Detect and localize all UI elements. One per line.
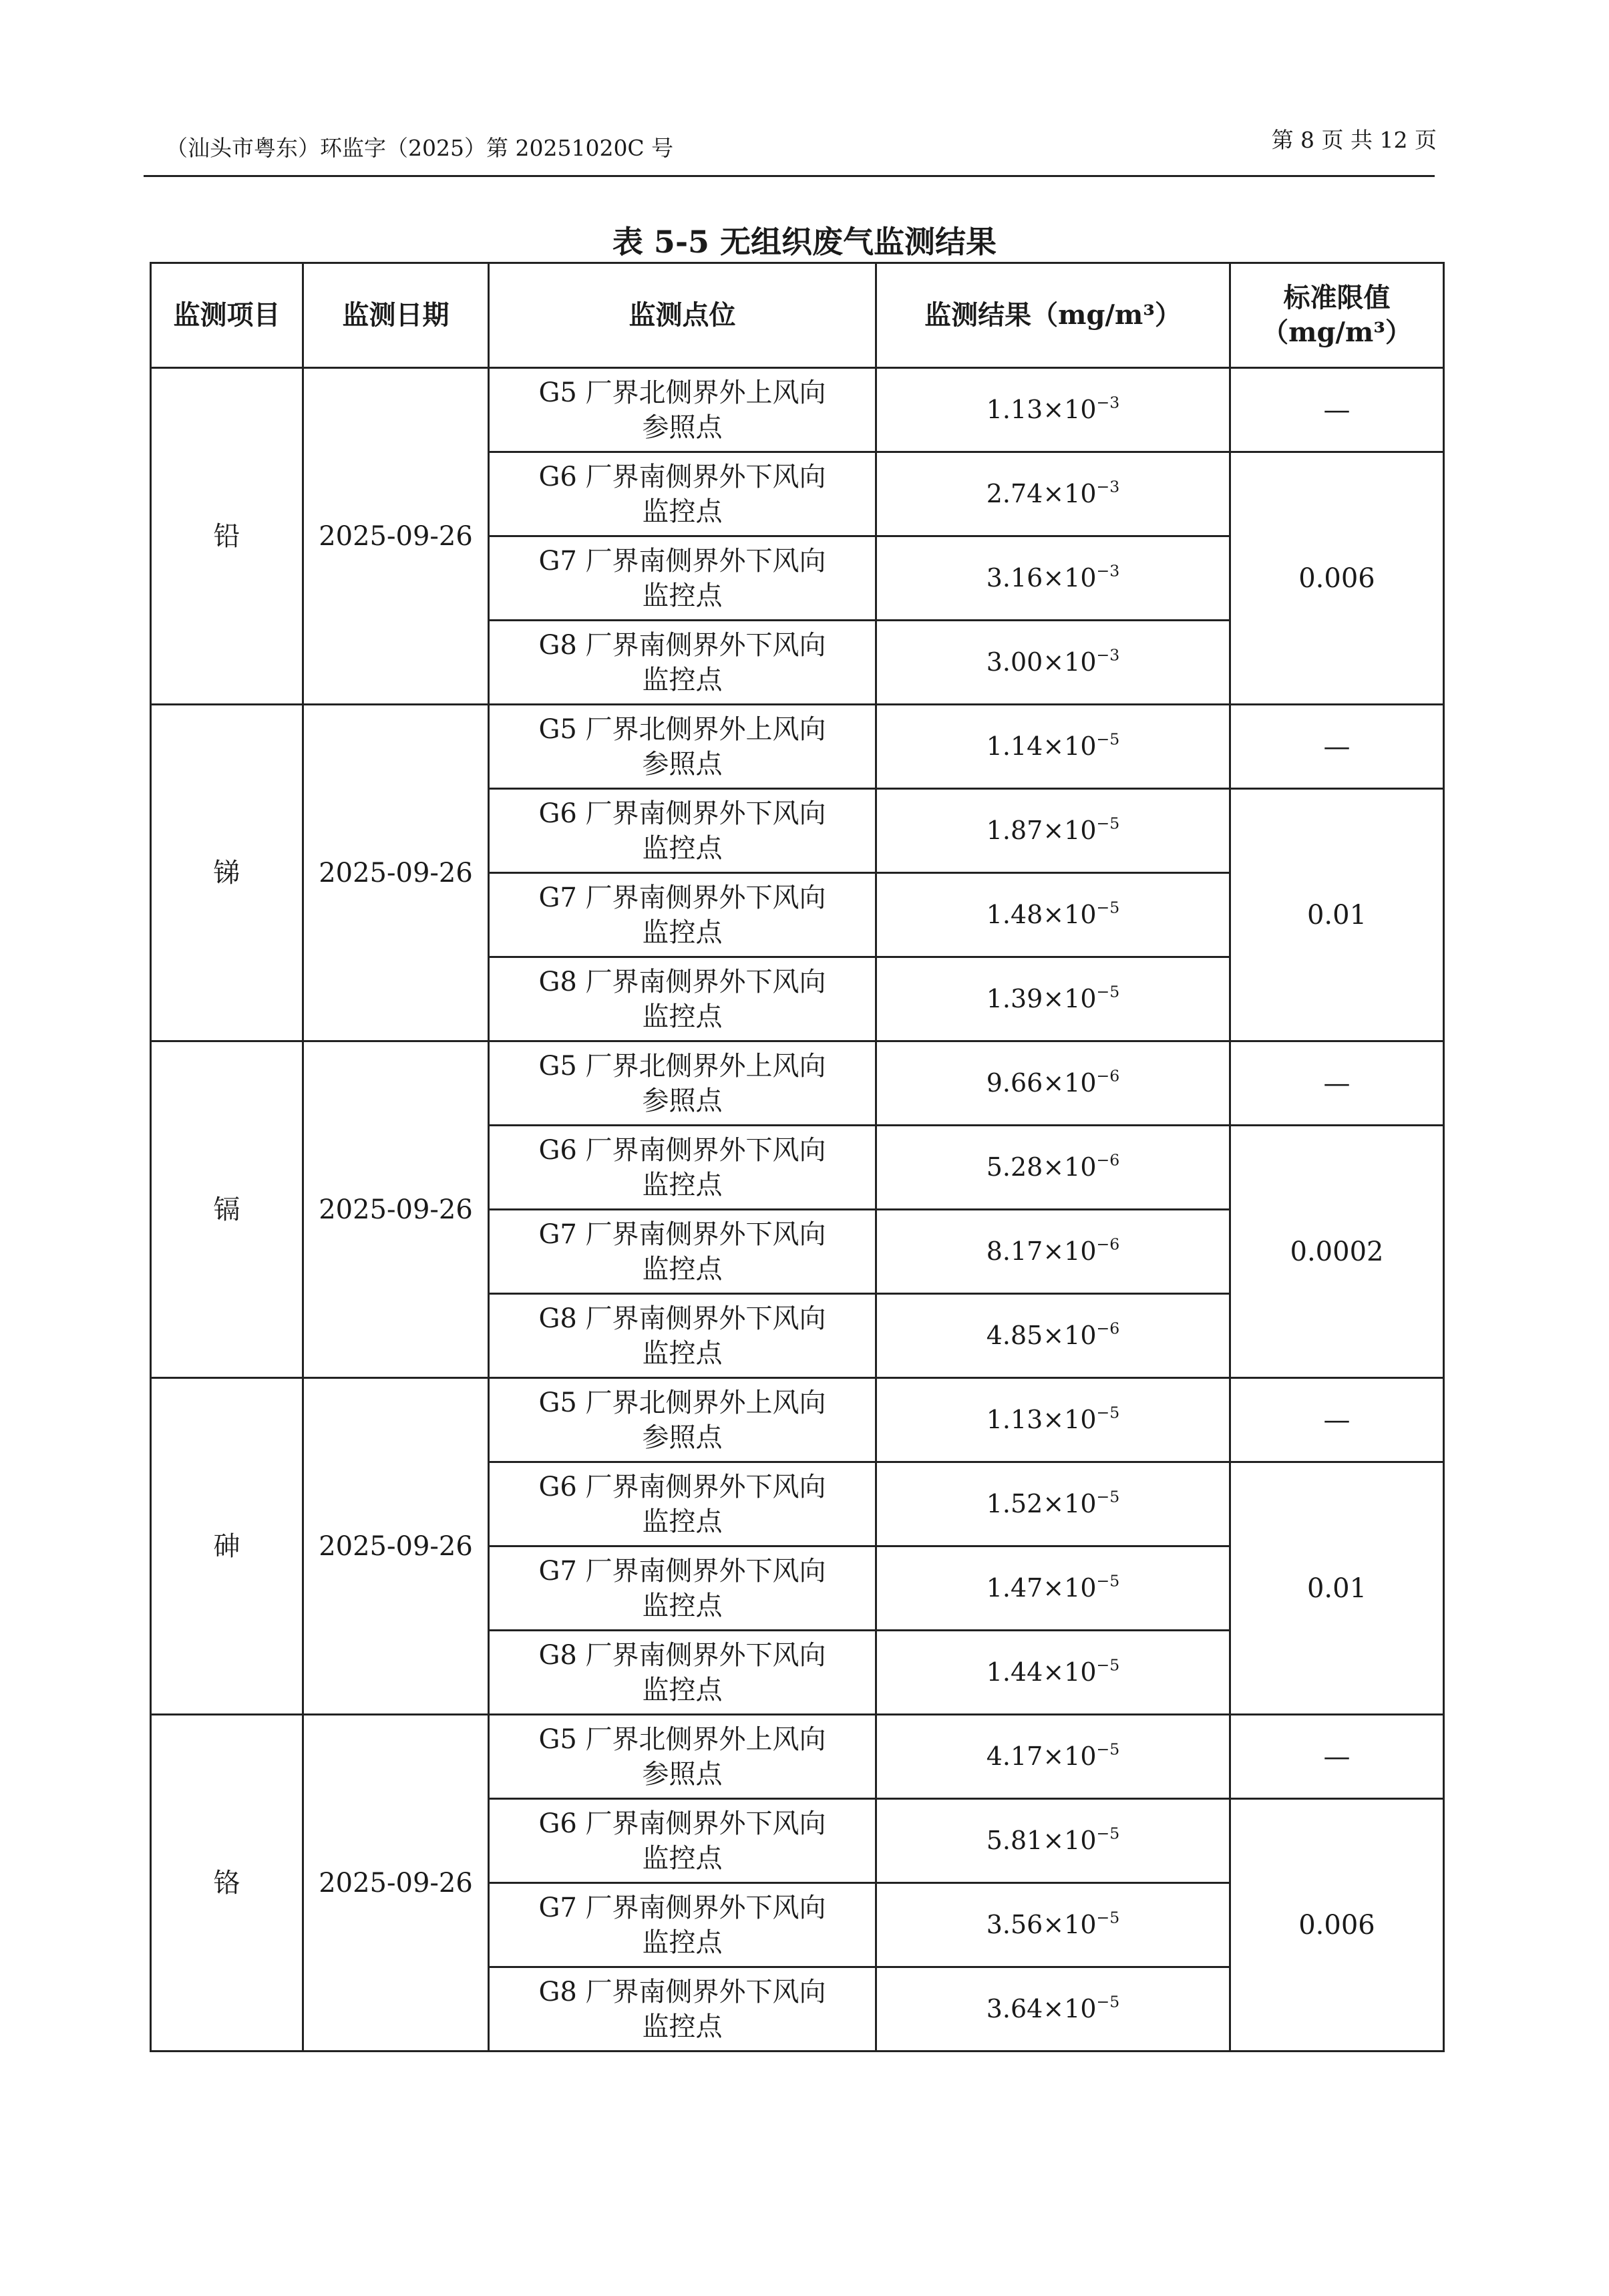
result-exponent: −5	[1096, 1571, 1120, 1591]
monitoring-result	[876, 1126, 1230, 1210]
location-line1: G7 厂界南侧界外下风向	[538, 545, 826, 577]
result-exponent: −5	[1096, 982, 1120, 1001]
location-line1: G8 厂界南侧界外下风向	[538, 1639, 826, 1671]
location-line1: G5 厂界北侧界外上风向	[538, 1724, 826, 1755]
location-line2: 监控点	[642, 580, 723, 611]
location-line2: 监控点	[642, 1927, 723, 1958]
monitoring-result	[876, 1210, 1230, 1294]
monitoring-date: 2025-09-26	[303, 1378, 489, 1715]
result-mantissa: 1.44×10	[986, 1657, 1097, 1687]
result-exponent: −3	[1096, 645, 1120, 665]
location-line2: 监控点	[642, 1169, 723, 1200]
location-line1: G8 厂界南侧界外下风向	[538, 966, 826, 997]
table-header-row	[151, 263, 1444, 368]
result-exponent: −5	[1096, 898, 1120, 917]
monitoring-result	[876, 1799, 1230, 1883]
result-exponent: −6	[1096, 1235, 1120, 1254]
monitoring-location	[489, 621, 876, 705]
table-row	[151, 1715, 1444, 1799]
column-header-result: 监测结果（mg/m³）	[876, 263, 1230, 368]
result-mantissa: 8.17×10	[986, 1236, 1097, 1266]
monitoring-location	[489, 1883, 876, 1967]
standard-limit: 0.006	[1230, 1799, 1444, 2052]
monitoring-date: 2025-09-26	[303, 368, 489, 705]
monitoring-result	[876, 957, 1230, 1041]
result-exponent: −3	[1096, 477, 1120, 496]
monitoring-date: 2025-09-26	[303, 1041, 489, 1378]
column-header-location: 监测点位	[489, 263, 876, 368]
result-mantissa: 5.28×10	[986, 1152, 1097, 1182]
location-line1: G5 厂界北侧界外上风向	[538, 1387, 826, 1418]
result-exponent: −5	[1096, 1908, 1120, 1927]
monitoring-result	[876, 789, 1230, 873]
location-line2: 监控点	[642, 832, 723, 864]
report-number: （汕头市粤东）环监字（2025）第 20251020C 号	[166, 135, 674, 161]
location-line2: 监控点	[642, 1842, 723, 1874]
monitoring-date: 2025-09-26	[303, 1715, 489, 2052]
result-mantissa: 5.81×10	[986, 1825, 1097, 1855]
result-exponent: −5	[1096, 729, 1120, 749]
monitoring-result	[876, 705, 1230, 789]
monitoring-location	[489, 1041, 876, 1126]
location-line1: G5 厂界北侧界外上风向	[538, 377, 826, 408]
standard-limit: —	[1230, 1715, 1444, 1799]
column-header-limit-line2: （mg/m³）	[1262, 317, 1412, 348]
location-line1: G7 厂界南侧界外下风向	[538, 882, 826, 913]
location-line2: 监控点	[642, 1674, 723, 1705]
result-exponent: −6	[1096, 1319, 1120, 1338]
monitoring-location	[489, 536, 876, 621]
location-line2: 监控点	[642, 1337, 723, 1369]
result-exponent: −5	[1096, 1403, 1120, 1422]
column-header-item: 监测项目	[151, 263, 303, 368]
monitoring-result	[876, 452, 1230, 536]
result-exponent: −5	[1096, 1487, 1120, 1506]
location-line1: G6 厂界南侧界外下风向	[538, 1134, 826, 1166]
monitoring-location	[489, 1799, 876, 1883]
table-row	[151, 1041, 1444, 1126]
monitoring-result	[876, 1294, 1230, 1378]
location-line1: G6 厂界南侧界外下风向	[538, 461, 826, 492]
monitoring-location	[489, 873, 876, 957]
location-line1: G8 厂界南侧界外下风向	[538, 1303, 826, 1334]
monitoring-result	[876, 1631, 1230, 1715]
result-mantissa: 3.56×10	[986, 1909, 1097, 1939]
location-line2: 监控点	[642, 917, 723, 948]
table-title: 表 5-5 无组织废气监测结果	[612, 224, 997, 260]
location-line2: 参照点	[642, 1422, 723, 1453]
monitoring-result	[876, 1883, 1230, 1967]
location-line2: 监控点	[642, 1001, 723, 1032]
result-exponent: −6	[1096, 1066, 1120, 1086]
location-line1: G6 厂界南侧界外下风向	[538, 798, 826, 829]
location-line2: 监控点	[642, 664, 723, 695]
monitoring-result	[876, 1967, 1230, 2052]
monitoring-location	[489, 1210, 876, 1294]
result-exponent: −5	[1096, 814, 1120, 833]
monitoring-result	[876, 1378, 1230, 1462]
result-mantissa: 1.13×10	[986, 1404, 1097, 1434]
monitoring-location	[489, 957, 876, 1041]
result-mantissa: 2.74×10	[986, 478, 1097, 508]
location-line2: 参照点	[642, 1085, 723, 1116]
result-exponent: −5	[1096, 1655, 1120, 1675]
standard-limit: —	[1230, 1378, 1444, 1462]
result-mantissa: 3.64×10	[986, 1993, 1097, 2023]
monitoring-result	[876, 873, 1230, 957]
monitoring-location	[489, 1294, 876, 1378]
monitoring-result	[876, 1041, 1230, 1126]
table-row	[151, 368, 1444, 452]
standard-limit: 0.006	[1230, 452, 1444, 705]
location-line2: 参照点	[642, 1758, 723, 1790]
result-mantissa: 3.16×10	[986, 562, 1097, 593]
pollutant-name: 镉	[151, 1041, 303, 1378]
result-exponent: −3	[1096, 393, 1120, 412]
monitoring-result	[876, 536, 1230, 621]
table-row	[151, 705, 1444, 789]
location-line2: 监控点	[642, 2011, 723, 2042]
column-header-limit-line1: 标准限值	[1283, 282, 1391, 313]
result-mantissa: 4.17×10	[986, 1741, 1097, 1771]
monitoring-result	[876, 368, 1230, 452]
standard-limit: 0.01	[1230, 789, 1444, 1041]
monitoring-location	[489, 789, 876, 873]
location-line1: G8 厂界南侧界外下风向	[538, 1976, 826, 2007]
monitoring-location	[489, 1378, 876, 1462]
result-mantissa: 1.14×10	[986, 731, 1097, 761]
result-mantissa: 9.66×10	[986, 1068, 1097, 1098]
location-line1: G6 厂界南侧界外下风向	[538, 1808, 826, 1839]
pollutant-name: 砷	[151, 1378, 303, 1715]
monitoring-date: 2025-09-26	[303, 705, 489, 1041]
monitoring-location	[489, 1126, 876, 1210]
column-header-date: 监测日期	[303, 263, 489, 368]
monitoring-location	[489, 1462, 876, 1546]
standard-limit: 0.0002	[1230, 1126, 1444, 1378]
monitoring-location	[489, 705, 876, 789]
location-line1: G5 厂界北侧界外上风向	[538, 713, 826, 745]
result-exponent: −3	[1096, 561, 1120, 581]
monitoring-location	[489, 368, 876, 452]
result-mantissa: 4.85×10	[986, 1320, 1097, 1350]
location-line2: 参照点	[642, 748, 723, 780]
location-line2: 监控点	[642, 496, 723, 527]
page-indicator: 第 8 页 共 12 页	[1271, 127, 1437, 153]
monitoring-result	[876, 621, 1230, 705]
result-mantissa: 1.47×10	[986, 1573, 1097, 1603]
monitoring-location	[489, 1546, 876, 1631]
monitoring-location	[489, 1715, 876, 1799]
monitoring-result	[876, 1462, 1230, 1546]
result-mantissa: 1.39×10	[986, 983, 1097, 1013]
location-line1: G7 厂界南侧界外下风向	[538, 1218, 826, 1250]
standard-limit: —	[1230, 1041, 1444, 1126]
standard-limit: —	[1230, 705, 1444, 789]
standard-limit: —	[1230, 368, 1444, 452]
column-header-limit	[1230, 263, 1444, 368]
monitoring-location	[489, 1631, 876, 1715]
monitoring-location	[489, 1967, 876, 2052]
result-mantissa: 1.13×10	[986, 394, 1097, 424]
monitoring-location	[489, 452, 876, 536]
location-line1: G8 厂界南侧界外下风向	[538, 629, 826, 661]
header-divider	[144, 175, 1435, 177]
location-line2: 监控点	[642, 1506, 723, 1537]
location-line1: G5 厂界北侧界外上风向	[538, 1050, 826, 1082]
monitoring-result	[876, 1546, 1230, 1631]
pollutant-name: 铅	[151, 368, 303, 705]
result-exponent: −5	[1096, 1740, 1120, 1759]
result-mantissa: 1.52×10	[986, 1488, 1097, 1518]
monitoring-result	[876, 1715, 1230, 1799]
pollutant-name: 铬	[151, 1715, 303, 2052]
location-line2: 监控点	[642, 1590, 723, 1621]
location-line1: G7 厂界南侧界外下风向	[538, 1892, 826, 1923]
location-line1: G7 厂界南侧界外下风向	[538, 1555, 826, 1587]
table-row	[151, 1378, 1444, 1462]
result-exponent: −6	[1096, 1150, 1120, 1170]
location-line2: 监控点	[642, 1253, 723, 1285]
standard-limit: 0.01	[1230, 1462, 1444, 1715]
pollutant-name: 锑	[151, 705, 303, 1041]
monitoring-results-table	[150, 262, 1445, 2052]
result-mantissa: 3.00×10	[986, 647, 1097, 677]
table-body	[151, 368, 1444, 2052]
result-mantissa: 1.48×10	[986, 899, 1097, 929]
result-exponent: −5	[1096, 1824, 1120, 1843]
location-line2: 参照点	[642, 412, 723, 443]
result-exponent: −5	[1096, 1992, 1120, 2011]
location-line1: G6 厂界南侧界外下风向	[538, 1471, 826, 1502]
result-mantissa: 1.87×10	[986, 815, 1097, 845]
